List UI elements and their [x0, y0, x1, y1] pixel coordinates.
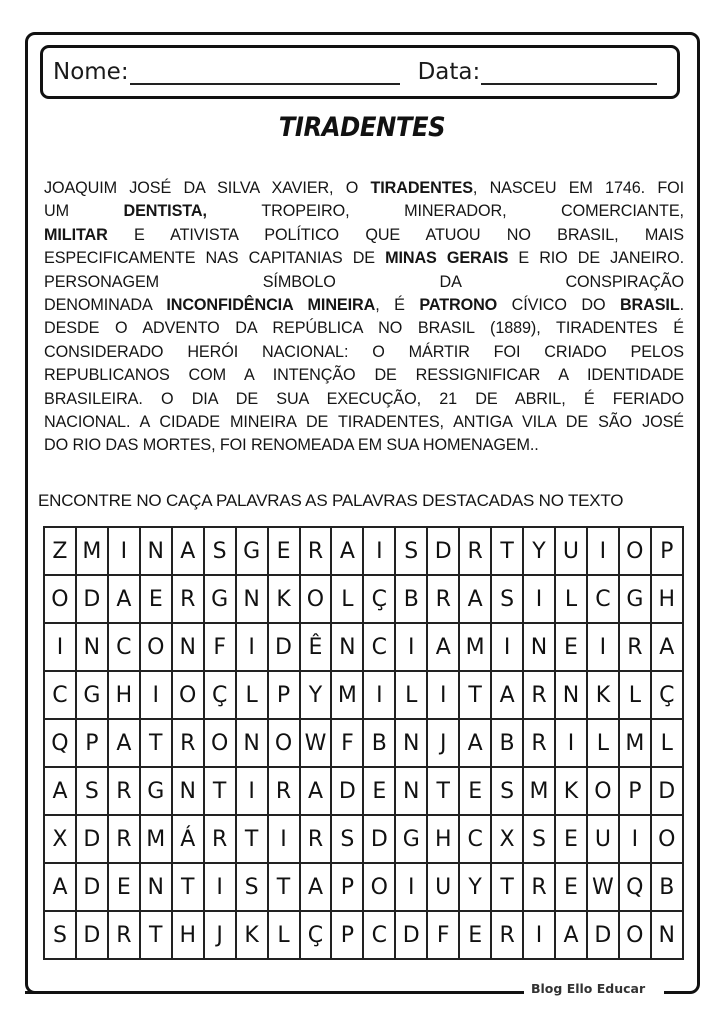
grid-cell[interactable]: K — [269, 576, 301, 624]
grid-cell[interactable]: N — [77, 624, 109, 672]
grid-cell[interactable]: P — [332, 912, 364, 960]
grid-cell[interactable]: I — [492, 624, 524, 672]
highlighted-word: MINAS GERAIS — [385, 249, 509, 268]
grid-cell[interactable]: M — [460, 624, 492, 672]
grid-cell[interactable]: G — [205, 576, 237, 624]
grid-cell[interactable]: O — [45, 576, 77, 624]
grid-cell[interactable]: R — [524, 720, 556, 768]
grid-cell[interactable]: B — [396, 576, 428, 624]
grid-cell[interactable]: R — [109, 768, 141, 816]
grid-cell[interactable]: C — [45, 672, 77, 720]
grid-cell[interactable]: W — [301, 720, 333, 768]
grid-cell[interactable]: G — [77, 672, 109, 720]
grid-cell[interactable]: A — [460, 576, 492, 624]
student-info-box — [40, 45, 680, 99]
grid-cell[interactable]: I — [396, 624, 428, 672]
grid-cell[interactable]: D — [588, 912, 620, 960]
grid-cell[interactable]: U — [588, 816, 620, 864]
grid-cell[interactable]: H — [428, 816, 460, 864]
grid-cell[interactable]: A — [109, 576, 141, 624]
grid-cell[interactable]: Á — [173, 816, 205, 864]
grid-cell[interactable]: E — [269, 528, 301, 576]
grid-cell[interactable]: S — [205, 528, 237, 576]
grid-cell[interactable]: T — [141, 912, 173, 960]
grid-cell[interactable]: N — [141, 528, 173, 576]
grid-cell[interactable]: A — [301, 768, 333, 816]
page-title: TIRADENTES — [278, 112, 446, 143]
text-segment: DENOMINADA — [44, 296, 167, 315]
grid-cell[interactable]: A — [45, 768, 77, 816]
grid-cell[interactable]: S — [45, 912, 77, 960]
grid-cell[interactable]: M — [332, 672, 364, 720]
grid-cell[interactable]: Q — [45, 720, 77, 768]
grid-cell[interactable]: I — [237, 624, 269, 672]
grid-cell[interactable]: E — [109, 864, 141, 912]
grid-cell[interactable]: N — [237, 720, 269, 768]
grid-cell[interactable]: G — [620, 576, 652, 624]
grid-cell[interactable]: O — [205, 720, 237, 768]
text-segment: REPUBLICANOS COM A INTENÇÃO DE RESSIGNIFICAR A IDENTIDADE — [44, 366, 684, 385]
text-segment: E ATIVISTA POLÍTICO QUE ATUOU NO BRASIL, MAIS — [107, 225, 684, 244]
grid-cell[interactable]: Ç — [301, 912, 333, 960]
grid-cell[interactable]: C — [460, 816, 492, 864]
grid-cell[interactable]: Ç — [205, 672, 237, 720]
grid-cell[interactable]: N — [524, 624, 556, 672]
grid-cell[interactable]: F — [332, 720, 364, 768]
highlighted-word: PATRONO — [419, 296, 498, 315]
grid-cell[interactable]: H — [652, 576, 684, 624]
grid-cell[interactable]: R — [205, 816, 237, 864]
grid-cell[interactable]: S — [492, 768, 524, 816]
grid-cell[interactable]: C — [364, 624, 396, 672]
grid-cell[interactable]: L — [588, 720, 620, 768]
grid-cell[interactable]: X — [45, 816, 77, 864]
grid-cell[interactable]: M — [141, 816, 173, 864]
grid-cell[interactable]: A — [301, 864, 333, 912]
grid-cell[interactable]: A — [492, 672, 524, 720]
highlighted-word: TIRADENTES — [370, 179, 473, 197]
text-line — [44, 434, 684, 457]
grid-cell[interactable]: G — [237, 528, 269, 576]
grid-cell[interactable]: H — [109, 672, 141, 720]
text-segment: PERSONAGEM — [44, 272, 160, 291]
text-segment: TROPEIRO, — [261, 202, 350, 221]
grid-cell[interactable]: I — [205, 864, 237, 912]
grid-cell[interactable]: O — [364, 864, 396, 912]
grid-cell[interactable]: I — [364, 672, 396, 720]
grid-cell[interactable]: I — [269, 816, 301, 864]
grid-cell[interactable]: I — [396, 864, 428, 912]
grid-cell[interactable]: R — [524, 864, 556, 912]
grid-cell[interactable]: A — [45, 864, 77, 912]
grid-cell[interactable]: L — [269, 912, 301, 960]
grid-cell[interactable]: M — [77, 528, 109, 576]
grid-cell[interactable]: D — [428, 528, 460, 576]
grid-cell[interactable]: Y — [524, 528, 556, 576]
grid-cell[interactable]: D — [364, 816, 396, 864]
text-line — [44, 177, 684, 200]
grid-cell[interactable]: I — [588, 624, 620, 672]
grid-cell[interactable]: N — [173, 768, 205, 816]
text-line — [44, 200, 684, 223]
highlighted-word: DENTISTA, — [123, 202, 207, 221]
grid-cell[interactable]: K — [237, 912, 269, 960]
grid-cell[interactable]: I — [524, 912, 556, 960]
grid-cell[interactable]: B — [652, 864, 684, 912]
grid-cell[interactable]: E — [460, 912, 492, 960]
grid-cell[interactable]: C — [109, 624, 141, 672]
grid-cell[interactable]: B — [492, 720, 524, 768]
grid-cell[interactable]: A — [652, 624, 684, 672]
footer-brand: Blog Ello Educar — [531, 981, 646, 996]
grid-cell[interactable]: D — [77, 864, 109, 912]
grid-cell[interactable]: T — [492, 528, 524, 576]
name-input-line[interactable] — [130, 63, 400, 85]
grid-cell[interactable]: L — [652, 720, 684, 768]
grid-cell[interactable]: R — [492, 912, 524, 960]
name-field[interactable] — [53, 59, 400, 85]
grid-cell[interactable]: I — [141, 672, 173, 720]
grid-cell[interactable]: R — [269, 768, 301, 816]
grid-cell[interactable]: B — [364, 720, 396, 768]
grid-cell[interactable]: O — [301, 576, 333, 624]
grid-cell[interactable]: R — [301, 816, 333, 864]
grid-cell[interactable]: L — [620, 672, 652, 720]
grid-cell[interactable]: K — [556, 768, 588, 816]
grid-cell[interactable]: A — [332, 528, 364, 576]
grid-cell[interactable]: H — [173, 912, 205, 960]
grid-cell[interactable]: S — [237, 864, 269, 912]
grid-cell[interactable]: L — [396, 672, 428, 720]
grid-cell[interactable]: N — [396, 720, 428, 768]
grid-cell[interactable]: I — [45, 624, 77, 672]
grid-cell[interactable]: T — [269, 864, 301, 912]
grid-cell[interactable]: Ç — [364, 576, 396, 624]
text-segment: BRASILEIRA. O DIA DE SUA EXECUÇÃO, 21 DE ABRIL, É FERIADO — [44, 389, 684, 408]
grid-cell[interactable]: N — [396, 768, 428, 816]
grid-cell[interactable]: A — [460, 720, 492, 768]
grid-cell[interactable]: A — [556, 912, 588, 960]
grid-cell[interactable]: Q — [620, 864, 652, 912]
highlighted-word: INCONFIDÊNCIA MINEIRA — [166, 296, 376, 315]
grid-cell[interactable]: T — [173, 864, 205, 912]
grid-cell[interactable]: S — [492, 576, 524, 624]
text-segment: , NASCEU EM 1746. FOI — [472, 179, 684, 197]
grid-cell[interactable]: E — [556, 624, 588, 672]
grid-cell[interactable]: X — [492, 816, 524, 864]
word-search-grid[interactable] — [43, 526, 684, 960]
grid-cell[interactable]: O — [269, 720, 301, 768]
grid-cell[interactable]: N — [141, 864, 173, 912]
grid-cell[interactable]: S — [524, 816, 556, 864]
grid-cell[interactable]: M — [524, 768, 556, 816]
grid-cell[interactable]: A — [109, 720, 141, 768]
date-input-line[interactable] — [481, 63, 657, 85]
grid-cell[interactable]: T — [492, 864, 524, 912]
grid-cell[interactable]: T — [237, 816, 269, 864]
grid-cell[interactable]: O — [588, 768, 620, 816]
grid-cell[interactable]: G — [396, 816, 428, 864]
date-field[interactable] — [418, 59, 658, 85]
grid-cell[interactable]: R — [301, 528, 333, 576]
text-segment: CONSIDERADO HERÓI NACIONAL: O MÁRTIR FOI CRIADO PELOS — [44, 342, 684, 361]
grid-cell[interactable]: D — [396, 912, 428, 960]
grid-cell[interactable]: Y — [301, 672, 333, 720]
grid-cell[interactable]: P — [652, 528, 684, 576]
grid-cell[interactable]: Ç — [652, 672, 684, 720]
grid-cell[interactable]: W — [588, 864, 620, 912]
text-segment: ESPECIFICAMENTE NAS CAPITANIAS DE — [44, 249, 386, 268]
grid-cell[interactable]: J — [428, 720, 460, 768]
grid-cell[interactable]: O — [173, 672, 205, 720]
grid-cell[interactable]: P — [332, 864, 364, 912]
grid-cell[interactable]: L — [332, 576, 364, 624]
grid-cell[interactable]: N — [652, 912, 684, 960]
grid-cell[interactable]: P — [77, 720, 109, 768]
text-line — [44, 341, 684, 364]
grid-cell[interactable]: P — [620, 768, 652, 816]
grid-cell[interactable]: E — [364, 768, 396, 816]
text-segment: COMERCIANTE, — [561, 202, 684, 221]
text-segment: DA — [439, 272, 462, 291]
grid-cell[interactable]: S — [396, 528, 428, 576]
grid-cell[interactable]: P — [269, 672, 301, 720]
grid-cell[interactable]: I — [556, 720, 588, 768]
grid-cell[interactable]: D — [269, 624, 301, 672]
reading-text — [44, 177, 684, 458]
grid-cell[interactable]: F — [428, 912, 460, 960]
grid-cell[interactable]: F — [205, 624, 237, 672]
grid-cell[interactable]: O — [620, 528, 652, 576]
grid-cell[interactable]: E — [460, 768, 492, 816]
grid-cell[interactable]: N — [332, 624, 364, 672]
grid-cell[interactable]: I — [237, 768, 269, 816]
footer-divider — [25, 991, 525, 994]
grid-cell[interactable]: Ê — [301, 624, 333, 672]
grid-cell[interactable]: E — [556, 864, 588, 912]
grid-cell[interactable]: R — [524, 672, 556, 720]
text-line — [44, 317, 684, 340]
grid-cell[interactable]: D — [77, 912, 109, 960]
text-line — [44, 294, 684, 317]
grid-cell[interactable]: R — [109, 816, 141, 864]
text-segment: CONSPIRAÇÃO — [565, 272, 684, 291]
grid-cell[interactable]: Y — [460, 864, 492, 912]
grid-cell[interactable]: Z — [45, 528, 77, 576]
text-segment: DESDE O ADVENTO DA REPÚBLICA NO BRASIL (1889), TIRADENTES É — [44, 319, 684, 338]
text-line — [44, 388, 684, 411]
text-line — [44, 224, 684, 247]
text-segment: UM — [44, 202, 69, 221]
text-segment: . — [679, 296, 685, 315]
grid-cell[interactable]: G — [141, 768, 173, 816]
grid-cell[interactable]: O — [620, 912, 652, 960]
instruction-text: ENCONTRE NO CAÇA PALAVRAS AS PALAVRAS DESTACADAS NO TEXTO — [38, 491, 624, 510]
grid-cell[interactable]: R — [620, 624, 652, 672]
grid-cell[interactable]: E — [556, 816, 588, 864]
grid-cell[interactable]: A — [428, 624, 460, 672]
grid-cell[interactable]: R — [460, 528, 492, 576]
grid-cell[interactable]: I — [524, 576, 556, 624]
grid-cell[interactable]: C — [588, 576, 620, 624]
text-line — [44, 364, 684, 387]
grid-cell[interactable]: R — [428, 576, 460, 624]
grid-cell[interactable]: R — [173, 720, 205, 768]
grid-cell[interactable]: N — [556, 672, 588, 720]
text-segment: MINERADOR, — [404, 202, 507, 221]
grid-cell[interactable]: U — [556, 528, 588, 576]
grid-cell[interactable]: N — [237, 576, 269, 624]
grid-cell[interactable]: S — [77, 768, 109, 816]
text-segment: E RIO DE JANEIRO. — [508, 249, 684, 268]
grid-cell[interactable]: I — [364, 528, 396, 576]
grid-cell[interactable]: D — [332, 768, 364, 816]
grid-cell[interactable]: S — [332, 816, 364, 864]
grid-cell[interactable]: T — [141, 720, 173, 768]
grid-cell[interactable]: I — [588, 528, 620, 576]
text-line — [44, 271, 684, 294]
date-label: Data: — [417, 59, 481, 85]
grid-cell[interactable]: A — [173, 528, 205, 576]
grid-cell[interactable]: T — [460, 672, 492, 720]
highlighted-word: MILITAR — [44, 225, 108, 244]
grid-cell[interactable]: O — [652, 816, 684, 864]
grid-cell[interactable]: R — [109, 912, 141, 960]
grid-cell[interactable]: I — [620, 816, 652, 864]
grid-cell[interactable]: L — [237, 672, 269, 720]
text-segment: CÍVICO DO — [497, 296, 620, 315]
text-segment: SÍMBOLO — [262, 272, 336, 291]
grid-cell[interactable]: R — [173, 576, 205, 624]
grid-cell[interactable]: O — [141, 624, 173, 672]
grid-cell[interactable]: I — [428, 672, 460, 720]
grid-cell[interactable]: D — [77, 816, 109, 864]
grid-cell[interactable]: T — [205, 768, 237, 816]
grid-cell[interactable]: D — [77, 576, 109, 624]
grid-cell[interactable]: L — [556, 576, 588, 624]
highlighted-word: BRASIL — [619, 296, 680, 315]
grid-cell[interactable]: E — [141, 576, 173, 624]
grid-cell[interactable]: M — [620, 720, 652, 768]
name-label: Nome: — [53, 59, 129, 85]
text-segment: JOAQUIM JOSÉ DA SILVA XAVIER, O — [44, 179, 371, 197]
grid-cell[interactable]: J — [205, 912, 237, 960]
grid-cell[interactable]: D — [652, 768, 684, 816]
grid-cell[interactable]: T — [428, 768, 460, 816]
grid-cell[interactable]: K — [588, 672, 620, 720]
grid-cell[interactable]: U — [428, 864, 460, 912]
text-segment: DO RIO DAS MORTES, FOI RENOMEADA EM SUA HOMENAGEM.. — [44, 436, 539, 455]
text-segment: , É — [375, 296, 420, 315]
grid-cell[interactable]: I — [109, 528, 141, 576]
grid-cell[interactable]: C — [364, 912, 396, 960]
text-line — [44, 247, 684, 270]
text-segment: NACIONAL. A CIDADE MINEIRA DE TIRADENTES, ANTIGA VILA DE SÃO JOSÉ — [44, 413, 684, 432]
text-line — [44, 411, 684, 434]
grid-cell[interactable]: N — [173, 624, 205, 672]
